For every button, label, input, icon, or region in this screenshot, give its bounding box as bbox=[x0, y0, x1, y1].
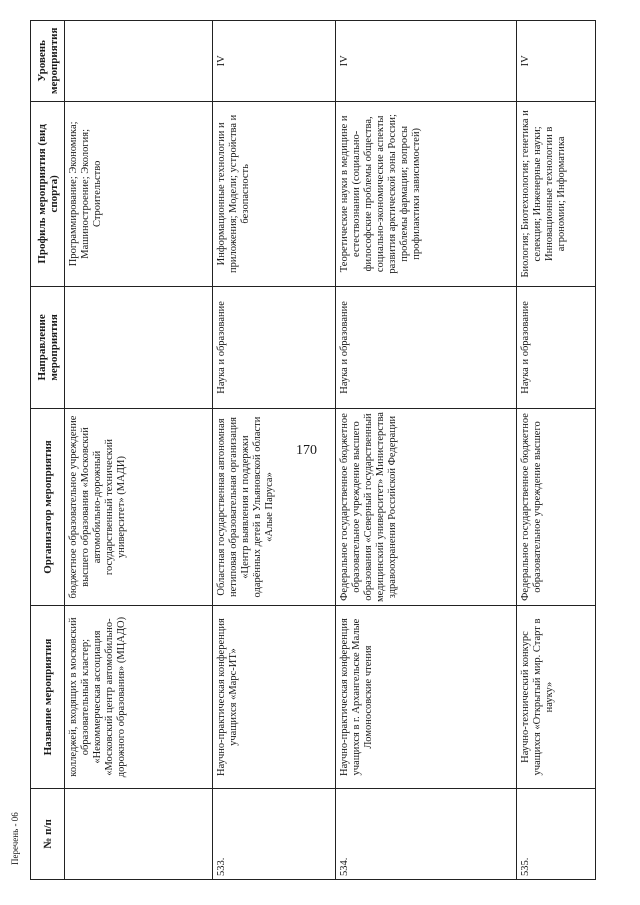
header-level: Уровень мероприятия bbox=[31, 21, 65, 102]
header-profile: Профиль мероприятия (вид спорта) bbox=[31, 101, 65, 286]
header-num: № п/п bbox=[31, 788, 65, 879]
cell-profile: Информационные технологии и приложения; Модели; устройства и безопасность bbox=[213, 101, 336, 286]
events-table bbox=[30, 20, 596, 880]
table-row bbox=[213, 21, 336, 880]
cell-organizer: Федеральное государственное бюджетное образовательное учреждение высшего образования «Северный государственный медицинский университет» Министерства здравоохранения Российской Федерации bbox=[336, 408, 517, 606]
cell-profile: Теоретические науки в медицине и естествознании (социально-философские проблемы общества, социально-экономические аспекты развития арктической зоны России; проблемы фармации; вопросы профилактики зависимостей) bbox=[336, 101, 517, 286]
cell-num: 533. bbox=[213, 788, 336, 879]
cell-num bbox=[65, 788, 213, 879]
table-row bbox=[336, 21, 517, 880]
cell-level: IV bbox=[517, 21, 596, 102]
cell-direction: Наука и образование bbox=[517, 287, 596, 409]
header-organizer: Организатор мероприятия bbox=[31, 408, 65, 606]
table-row bbox=[65, 21, 213, 880]
cell-direction: Наука и образование bbox=[213, 287, 336, 409]
footer-note: Перечень - 06 bbox=[10, 812, 20, 865]
cell-num: 534. bbox=[336, 788, 517, 879]
cell-organizer: бюджетное образовательное учреждение высшего образования «Московский автомобильно-дорожный государственный технический университет» (МАДИ) bbox=[65, 408, 213, 606]
cell-level bbox=[65, 21, 213, 102]
cell-name: Научно-практическая конференция учащихся «Марс-ИТ» bbox=[213, 606, 336, 788]
cell-direction: Наука и образование bbox=[336, 287, 517, 409]
table-header-row bbox=[31, 21, 65, 880]
header-name: Название мероприятия bbox=[31, 606, 65, 788]
table-row bbox=[517, 21, 596, 880]
events-table-sheet bbox=[30, 20, 595, 880]
cell-level: IV bbox=[336, 21, 517, 102]
cell-num: 535. bbox=[517, 788, 596, 879]
cell-organizer: Федеральное государственное бюджетное образовательное учреждение высшего bbox=[517, 408, 596, 606]
cell-profile: Программирование; Экономика; Машиностроение; Экология; Строительство bbox=[65, 101, 213, 286]
cell-name: колледжей, входящих в московский образовательный кластер; «Некоммерческая ассоциация «Московский центр автомобильно-дорожного образования» (МЦАДО) bbox=[65, 606, 213, 788]
page-number: 170 bbox=[296, 443, 317, 458]
cell-direction bbox=[65, 287, 213, 409]
cell-name: Научно-практическая конференция учащихся в г. Архангельске Малые Ломоносовские чтения bbox=[336, 606, 517, 788]
cell-profile: Биология; Биотехнология; генетика и селекция; Инженерные науки; Инновационные технологии в агрономии; Информатика bbox=[517, 101, 596, 286]
header-direction: Направление мероприятия bbox=[31, 287, 65, 409]
cell-organizer: Областная государственная автономная нетиповая образовательная организация «Центр выявления и поддержки одарённых детей в Ульяновской области «Алые Паруса» bbox=[213, 408, 336, 606]
cell-name: Научно-технический конкурс учащихся «Открытый мир. Старт в науку» bbox=[517, 606, 596, 788]
cell-level: IV bbox=[213, 21, 336, 102]
